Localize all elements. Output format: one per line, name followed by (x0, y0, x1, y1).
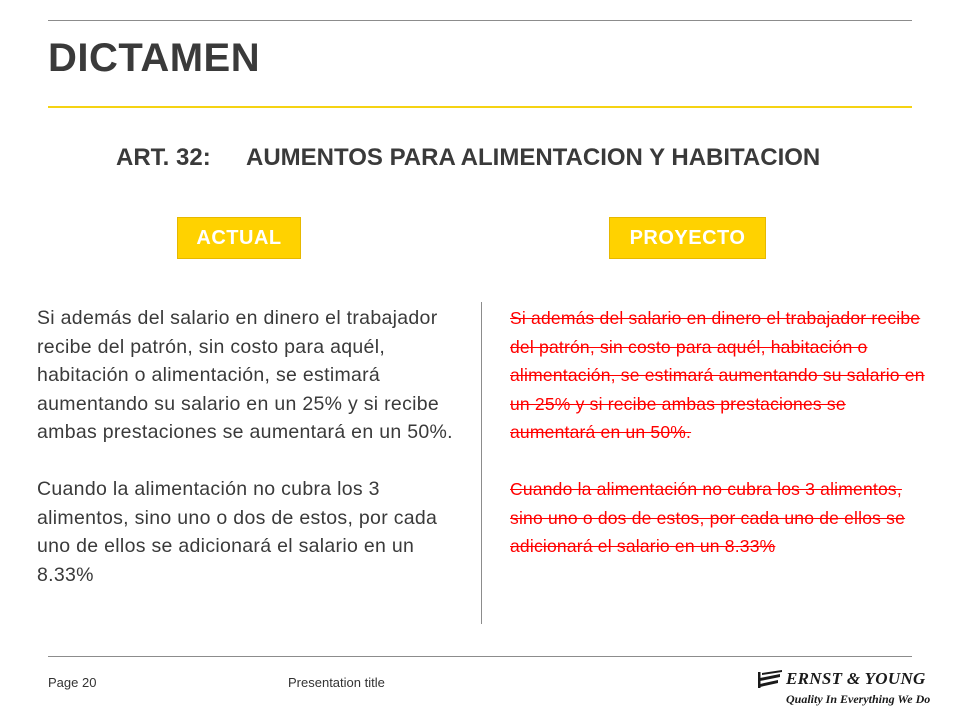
proyecto-badge: PROYECTO (609, 217, 766, 259)
title-underline (48, 106, 912, 108)
article-heading (116, 146, 820, 170)
actual-badge: ACTUAL (177, 217, 301, 259)
logo-name: ERNST & YOUNG (786, 669, 926, 688)
article-number: ART. 32: (116, 144, 211, 171)
actual-column (37, 304, 467, 618)
proyecto-column (510, 304, 930, 589)
article-title: AUMENTOS PARA ALIMENTACION Y HABITACION (246, 144, 821, 171)
page-number: Page 20 (48, 675, 97, 690)
ernst-young-bars-icon (758, 670, 784, 690)
proyecto-paragraph-2: Cuando la alimentación no cubra los 3 alimentos, sino uno o dos de estos, por cada uno de ellos se adicionará el salario en un 8.33% (510, 479, 906, 556)
actual-paragraph-1: Si además del salario en dinero el trabajador recibe del patrón, sin costo para aquél, habitación o alimentación, se estimará aumentando su salario en un 25% y si recibe ambas prestaciones se aumentará en un 50%. (37, 307, 453, 443)
ernst-young-logo (758, 668, 931, 712)
bottom-rule (48, 656, 912, 657)
logo-tagline: Quality In Everything We Do (786, 692, 931, 706)
top-rule (48, 20, 912, 21)
actual-paragraph-2: Cuando la alimentación no cubra los 3 alimentos, sino uno o dos de estos, por cada uno de ellos se adicionará el salario en un 8.33% (37, 478, 438, 586)
slide-title: DICTAMEN (48, 36, 261, 80)
column-divider (481, 302, 482, 624)
presentation-title: Presentation title (288, 675, 385, 690)
proyecto-paragraph-1: Si además del salario en dinero el trabajador recibe del patrón, sin costo para aquél, habitación o alimentación, se estimará aumentando su salario en un 25% y si recibe ambas prestaciones se aumentará en un 50%. (510, 308, 925, 442)
